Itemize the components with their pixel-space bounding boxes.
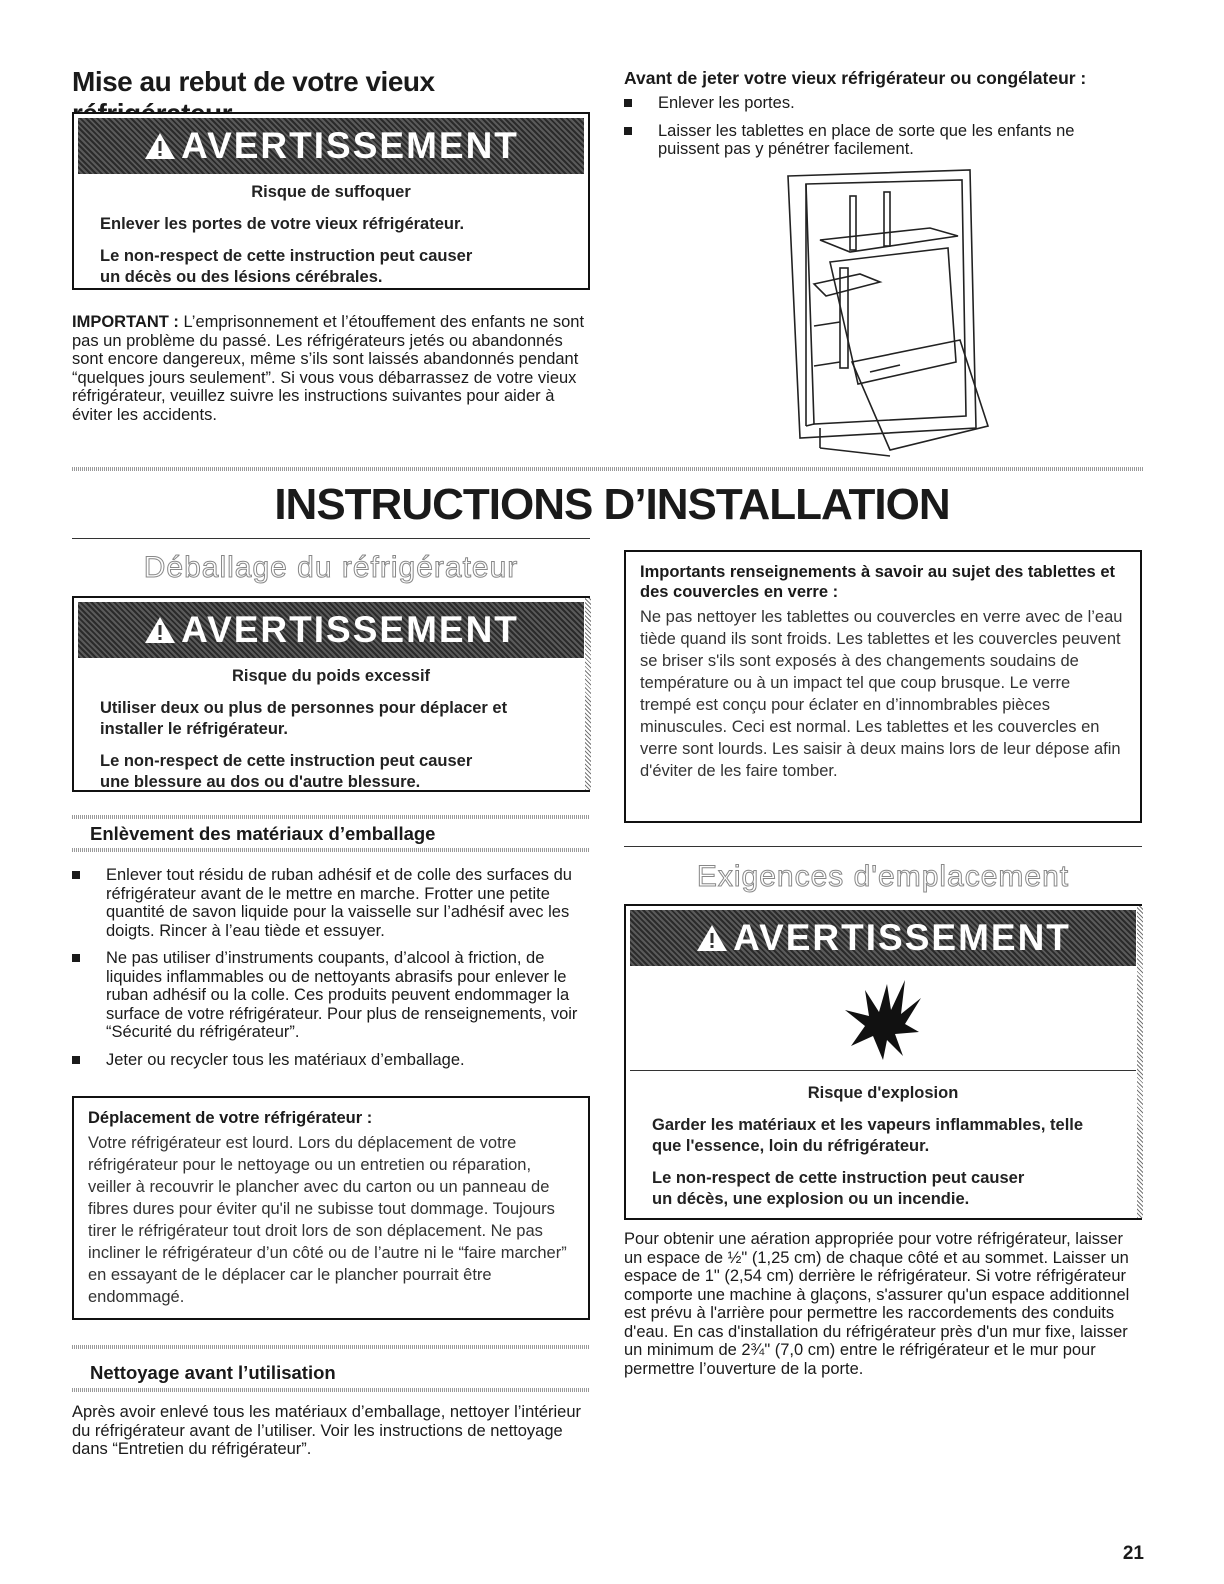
warning-instruction: Enlever les portes de votre vieux réfrigérateur. [100, 215, 465, 233]
warning-banner [78, 602, 584, 658]
glass-text: Ne pas nettoyer les tablettes ou couvercles en verre avec de l’eau tiède quand ils sont froids. Les tablettes et les couvercles peuvent se briser s'ils sont exposés à des changements soudains de température ou à un impact tel que coup brusque. Le verre trempé est conçu pour éclater en d’innombrables pièces minuscules. Ceci est normal. Les tablettes et les couvercles en verre sont lourds. Les saisir à deux mains lors de leur dépose afin d'éviter de les faire tomber. [640, 608, 1123, 780]
explosion-icon [843, 976, 923, 1060]
warning-consequence: Le non-respect de cette instruction peut causer une blessure au dos ou d'autre blessure. [100, 752, 473, 791]
disposal-title: Mise au rebut de votre vieux [72, 66, 435, 97]
warning-body [626, 1071, 1140, 1220]
warning-banner-label: AVERTISSEMENT [181, 125, 519, 166]
page-number: 21 [1122, 1543, 1144, 1564]
subsection-rule [72, 1345, 590, 1349]
clearance-text: Pour obtenir une aération appropriée pour votre réfrigérateur, laisser un espace de ½" (1,25 cm) de chaque côté et au sommet. Laisser un espace de 1" (2,54 cm) derrière le réfrigérateur. Si votre réfrigérateur comporte une machine à glaçons, s'assurer qu'un espace additionnel est prévu à l'arrière pour permettre les raccordements des conduits d'eau. En cas d'installation du réfrigérateur près d'un mur fixe, laisser un minimum de 2¾" (7,0 cm) entre le réfrigérateur et le mur pour permettre l’ouverture de la porte. [624, 1230, 1130, 1378]
box-shade [1137, 906, 1143, 1218]
warning-banner-label: AVERTISSEMENT [733, 917, 1071, 958]
list-item: Ne pas utiliser d’instruments coupants, d’alcool à friction, de liquides inflammables ou de nettoyants abrasifs pour enlever le ruban adhésif ou la colle. Ces produits peuvent endommager la surface de votre réfrigérateur. Pour plus de renseignements, voir “Sécurité du réfrigérateur”. [72, 949, 584, 1042]
important-paragraph: IMPORTANT : L’emprisonnement et l’étouffement des enfants ne sont pas un problème du passé. Les réfrigérateurs jetés ou abandonnés sont encore dangereux, même s’ils sont laissés abandonnés pendant “quelques jours seulement”. Si vous vous débarrassez de votre vieux réfrigérateur, veuillez suivre les instructions suivantes pour aider à éviter les accidents. [72, 313, 585, 424]
cleaning-text: Après avoir enlevé tous les matériaux d’emballage, nettoyer l’intérieur du réfrigérateur avant de l’utiliser. Voir les instructions de nettoyage dans “Entretien du réfrigérateur”. [72, 1403, 582, 1458]
hazard-label: Risque de suffoquer [251, 183, 411, 201]
list-item: Enlever les portes. [624, 94, 1124, 113]
warning-triangle-icon [143, 131, 177, 161]
glass-info-box [624, 550, 1142, 823]
moving-text: Votre réfrigérateur est lourd. Lors du déplacement de votre réfrigérateur pour le nettoyage ou un entretien ou réparation, veiller à recouvrir le plancher avec du carton ou un panneau de fibres dures pour éviter qu'il ne subisse tout dommage. Toujours tirer le réfrigérateur tout droit lors de son déplacement. Ne pas incliner le réfrigérateur d’un côté ou de l’autre ni le “faire marcher” en essayant de le déplacer car le plancher pourrait être endommagé. [88, 1134, 567, 1306]
packaging-removal-list [72, 866, 584, 1078]
explosion-symbol-panel [630, 966, 1136, 1071]
list-item: Laisser les tablettes en place de sorte que les enfants ne puissent pas y pénétrer facilement. [624, 122, 1124, 159]
cleaning-title: Nettoyage avant l’utilisation [90, 1362, 336, 1383]
warning-triangle-icon [695, 923, 729, 953]
moving-title: Déplacement de votre réfrigérateur : [88, 1109, 373, 1127]
packaging-removal-title: Enlèvement des matériaux d’emballage [90, 823, 436, 844]
explosion-warning-box [624, 904, 1142, 1220]
warning-consequence: Le non-respect de cette instruction peut causer un décès ou des lésions cérébrales. [100, 247, 473, 286]
warning-banner-label: AVERTISSEMENT [181, 609, 519, 650]
list-item: Jeter ou recycler tous les matériaux d’emballage. [72, 1051, 584, 1070]
weight-warning-box [72, 596, 590, 792]
location-title: Exigences d'emplacement [696, 860, 1070, 893]
unpacking-title: Déballage du réfrigérateur [143, 551, 519, 584]
subsection-rule [72, 848, 590, 852]
unpacking-rule [72, 538, 590, 539]
before-discarding-title: Avant de jeter votre vieux réfrigérateur ou congélateur : [624, 68, 1087, 88]
subsection-rule [72, 1388, 590, 1392]
warning-banner [78, 118, 584, 174]
location-rule [624, 846, 1142, 847]
important-label: IMPORTANT : [72, 313, 179, 331]
warning-triangle-icon [143, 615, 177, 645]
warning-body [74, 658, 588, 803]
fridge-doors-removed-illustration [780, 166, 1000, 462]
before-discarding-list [624, 94, 1124, 168]
moving-info-box [72, 1096, 590, 1320]
warning-consequence: Le non-respect de cette instruction peut causer un décès, une explosion ou un incendie. [652, 1169, 1025, 1208]
box-shade [585, 598, 591, 790]
warning-banner [630, 910, 1136, 966]
warning-body [74, 174, 588, 298]
glass-title: Importants renseignements à savoir au sujet des tablettes et des couvercles en verre : [640, 563, 1115, 601]
suffocation-warning-box [72, 112, 590, 290]
warning-instruction: Garder les matériaux et les vapeurs inflammables, telle que l'essence, loin du réfrigérateur. [652, 1116, 1084, 1155]
list-item: Enlever tout résidu de ruban adhésif et de colle des surfaces du réfrigérateur avant de le mettre en marche. Frotter une petite quantité de savon liquide pour la vaisselle sur l’adhésif avec les doigts. Rincer à l’eau tiède et essuyer. [72, 866, 584, 940]
warning-instruction: Utiliser deux ou plus de personnes pour déplacer et installer le réfrigérateur. [100, 699, 508, 738]
section-divider [72, 467, 1144, 471]
hazard-label: Risque d'explosion [807, 1084, 959, 1102]
subsection-rule [72, 815, 590, 819]
installation-title: INSTRUCTIONS D’INSTALLATION [274, 480, 950, 529]
hazard-label: Risque du poids excessif [231, 667, 431, 685]
